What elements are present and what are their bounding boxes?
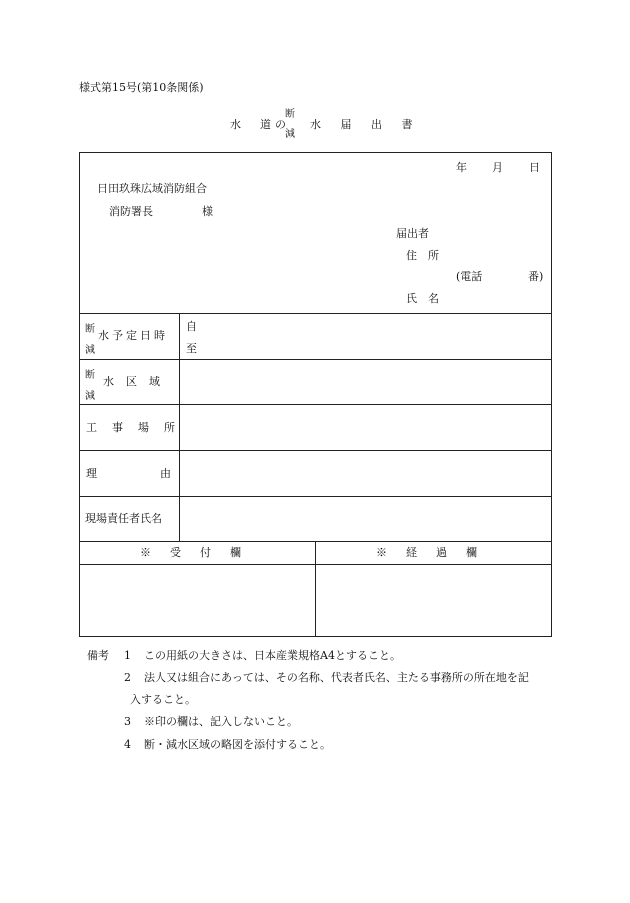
area-label: 水区域 xyxy=(103,375,172,388)
area-stack-bottom: 減 xyxy=(85,391,95,402)
row-divider xyxy=(80,404,551,405)
recipient-honorific: 様 xyxy=(202,205,213,218)
row-divider xyxy=(80,359,551,360)
note-1-number: 1 xyxy=(124,649,131,662)
schedule-from-label: 自 xyxy=(186,320,197,333)
schedule-stack xyxy=(85,319,95,361)
title-stack xyxy=(285,105,295,145)
note-2-continuation: 入すること。 xyxy=(130,693,196,706)
phone-close-label: 番) xyxy=(528,270,544,283)
title-prefix: 水 道の xyxy=(230,118,290,131)
title-stack-top: 断 xyxy=(285,109,295,120)
progress-column-header: ※ 経 過 欄 xyxy=(376,546,481,559)
notes-heading: 備考 xyxy=(87,649,109,662)
reception-column-header: ※ 受 付 欄 xyxy=(140,546,245,559)
notifier-label: 届出者 xyxy=(396,227,429,240)
address-label: 住 所 xyxy=(406,249,439,262)
area-stack-top: 断 xyxy=(85,370,95,381)
form-number: 様式第15号(第10条関係) xyxy=(79,81,204,94)
date-day-label: 日 xyxy=(529,161,540,174)
receipt-column-divider xyxy=(315,541,316,637)
note-2-text: 法人又は組合にあっては、その名称、代表者氏名、主たる事務所の所在地を記 xyxy=(144,671,529,684)
note-4-number: 4 xyxy=(124,738,131,751)
date-year-label: 年 xyxy=(456,161,467,174)
schedule-stack-bottom: 減 xyxy=(85,345,95,356)
schedule-to-label: 至 xyxy=(186,342,197,355)
note-3-number: 3 xyxy=(124,715,131,728)
note-1-text: この用紙の大きさは、日本産業規格A4とすること。 xyxy=(144,649,401,662)
schedule-stack-top: 断 xyxy=(85,324,95,335)
row-divider xyxy=(80,313,551,314)
title-suffix: 水 届 出 書 xyxy=(310,118,421,131)
notification-form xyxy=(79,152,552,637)
phone-open-label: (電話 xyxy=(456,270,483,283)
date-month-label: 月 xyxy=(492,161,503,174)
reason-label-left: 理 xyxy=(86,467,97,480)
area-stack xyxy=(85,365,95,407)
name-label: 氏 名 xyxy=(406,292,439,305)
note-3-text: ※印の欄は、記入しないこと。 xyxy=(144,715,298,728)
schedule-label: 水予定日時 xyxy=(98,329,168,342)
row-divider xyxy=(80,496,551,497)
note-2-number: 2 xyxy=(124,671,131,684)
recipient-title: 消防署長 xyxy=(109,205,153,218)
recipient-org: 日田玖珠広域消防組合 xyxy=(97,182,207,195)
title-stack-bottom: 減 xyxy=(285,129,295,140)
supervisor-label: 現場責任者氏名 xyxy=(85,512,162,525)
row-divider xyxy=(80,450,551,451)
site-label: 工事場所 xyxy=(86,421,190,434)
reason-label-right: 由 xyxy=(160,467,171,480)
note-4-text: 断・減水区域の略図を添付すること。 xyxy=(144,738,331,751)
